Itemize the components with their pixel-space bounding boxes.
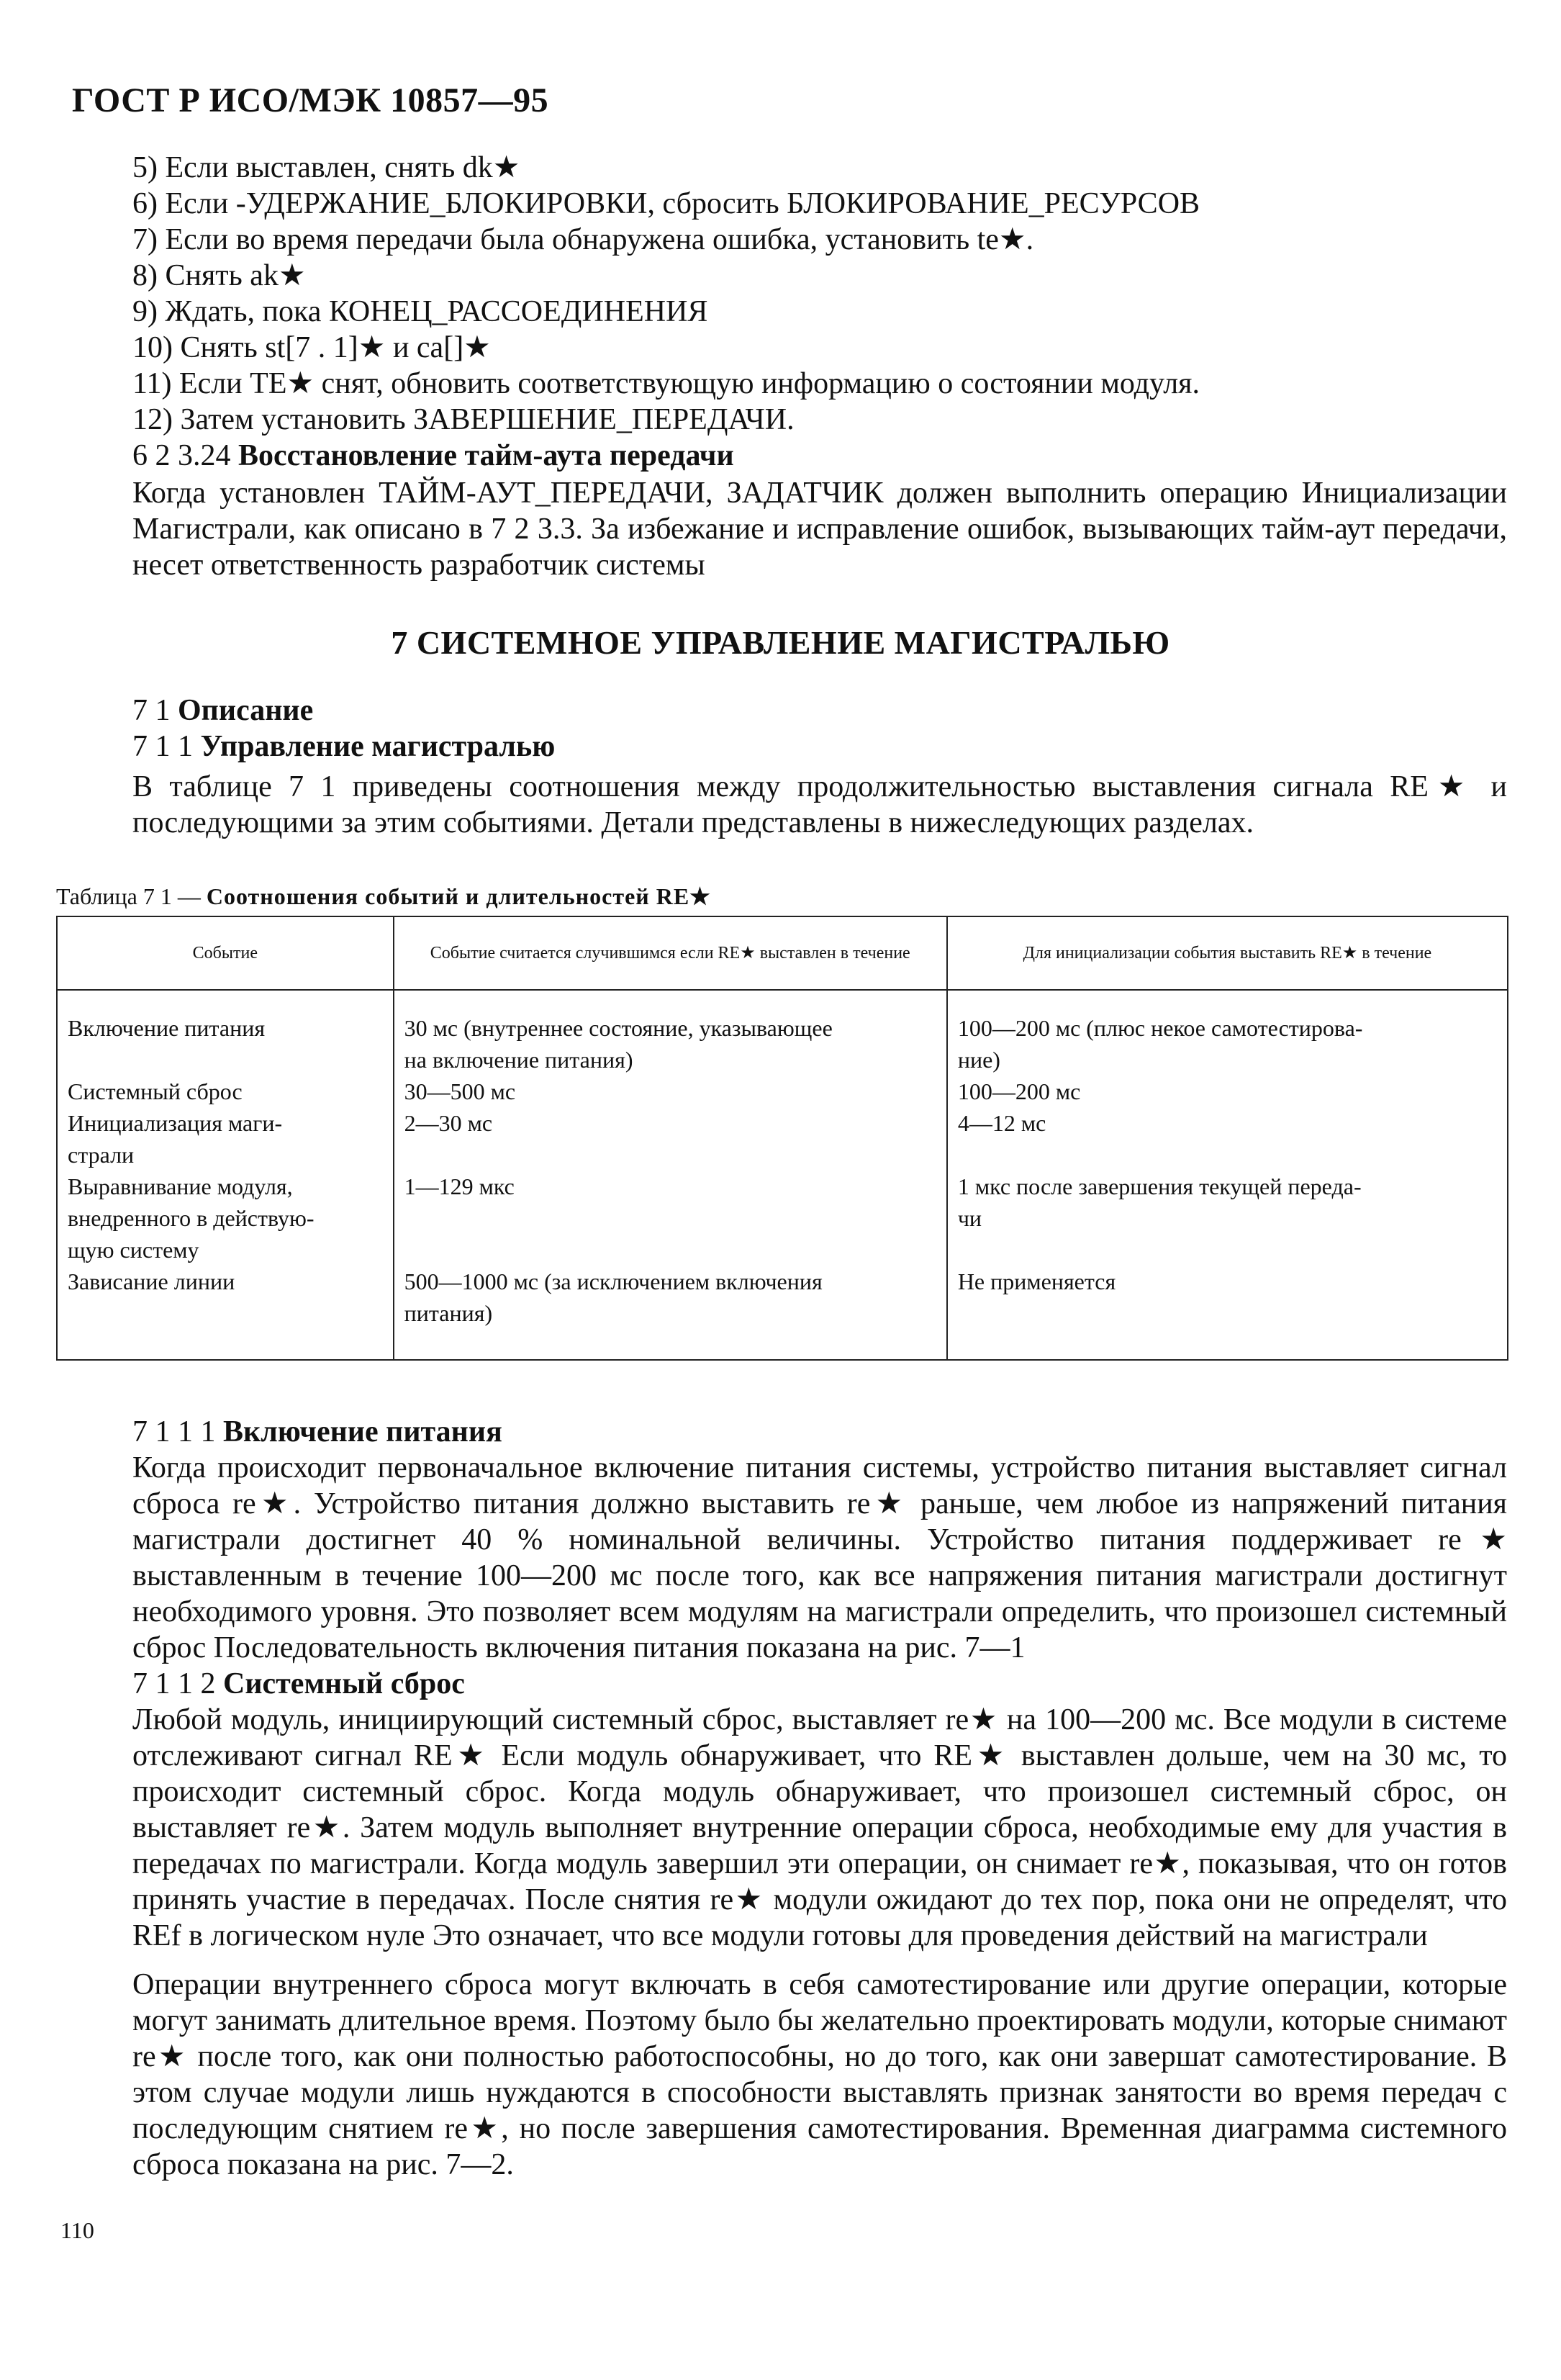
table-header-row — [57, 916, 1508, 990]
list-item: 9) Ждать, пока КОНЕЦ_РАССОЕДИНЕНИЯ — [132, 295, 708, 328]
paragraph-text: Когда установлен ТАЙМ-АУТ_ПЕРЕДАЧИ, ЗАДАТЧИК должен выполнить операцию Инициализации Магистрали, как описано в 7 2 3.3. За избежание и исправление ошибок, вызывающих тайм-аут передачи, несет ответственность разработчик системы — [132, 477, 1507, 582]
paragraph-6224 — [132, 475, 1507, 583]
section-7-headings — [132, 693, 1503, 765]
list-item: 10) Снять st[7 . 1]★ и ca[]★ — [132, 331, 491, 364]
cell-line: на включение питания) — [404, 1047, 633, 1073]
table-header-cell: Событие — [57, 916, 394, 990]
cell-line — [404, 1202, 936, 1234]
paragraph-7111 — [132, 1450, 1507, 1666]
cell-line: страли — [68, 1142, 135, 1168]
subsection-heading-711 — [132, 729, 1503, 765]
cell-line: Системный сброс — [68, 1078, 243, 1104]
list-item: 5) Если выставлен, снять dk★ — [132, 151, 520, 184]
subsection-heading-7112 — [132, 1666, 465, 1702]
subsection-number: 7 1 1 2 — [132, 1667, 216, 1700]
cell-line: 100—200 мс — [957, 1078, 1081, 1104]
cell-line: внедренного в действую- — [68, 1205, 315, 1231]
table-caption-title: Соотношения событий и длительностей RE★ — [206, 883, 711, 909]
subsection-title: Описание — [178, 694, 314, 727]
cell-line: ние) — [957, 1047, 1000, 1073]
cell-line: Выравнивание модуля, — [68, 1173, 293, 1199]
cell-line: 2—30 мс — [404, 1110, 493, 1136]
subsection-number: 7 1 1 1 — [132, 1415, 216, 1448]
subsection-number: 7 1 1 — [132, 730, 193, 763]
cell-line: 4—12 мс — [957, 1110, 1046, 1136]
list-item: 12) Затем установить ЗАВЕРШЕНИЕ_ПЕРЕДАЧИ. — [132, 403, 795, 436]
cell-line: Не применяется — [957, 1268, 1116, 1294]
table-header-cell: Событие считается случившимся если RE★ выставлен в течение — [394, 916, 947, 990]
table-caption-prefix: Таблица 7 1 — — [56, 883, 201, 909]
page-number: 110 — [60, 2217, 94, 2243]
steps-list — [132, 150, 1503, 474]
subsection-heading-7111 — [132, 1414, 502, 1450]
cell-line: 30 мс (внутреннее состояние, указывающее — [404, 1015, 833, 1041]
table-cell-duration — [394, 990, 947, 1360]
cell-line — [404, 1234, 936, 1266]
list-item: 7) Если во время передачи была обнаружена ошибка, установить te★. — [132, 223, 1034, 256]
paragraph-text: В таблице 7 1 приведены соотношения между продолжительностью выставления сигнала RE★ и последующими за этим событиями. Детали представлены в нижеследующих разделах. — [132, 770, 1507, 839]
cell-line — [958, 1139, 1497, 1171]
paragraph-711 — [132, 769, 1507, 841]
cell-line: Инициализация маги- — [68, 1110, 283, 1136]
table-cell-event — [57, 990, 394, 1360]
table-caption — [56, 883, 711, 910]
table-header-cell: Для инициализации события выставить RE★ в течение — [947, 916, 1508, 990]
subsection-heading-6224 — [132, 438, 1503, 474]
list-item: 11) Если TE★ снят, обновить соответствующую информацию о состоянии модуля. — [132, 367, 1200, 400]
list-item: 8) Снять ak★ — [132, 259, 306, 292]
cell-line: Зависание линии — [68, 1268, 235, 1294]
subsection-heading-71 — [132, 693, 1503, 729]
cell-line — [958, 1234, 1497, 1266]
cell-line: 500—1000 мс (за исключением включения — [404, 1268, 823, 1294]
subsection-title: Управление магистралью — [200, 730, 556, 763]
paragraph-text: Когда происходит первоначальное включение питания системы, устройство питания выставляет сигнал сброса re★. Устройство питания должно выставить re★ раньше, чем любое из напряжений питания магистрали достигнет 40 % номинальной величины. Устройство питания поддерживает re★ выставленным в течение 100—200 мс после того, как все напряжения питания магистрали достигнут необходимого уровня. Это позволяет всем модулям на магистрали определить, что произошел системный сброс Последовательность включения питания показана на рис. 7—1 — [132, 1451, 1507, 1664]
cell-line — [404, 1139, 936, 1171]
cell-line: 30—500 мс — [404, 1078, 516, 1104]
cell-line — [68, 1044, 383, 1076]
table-cell-init — [947, 990, 1508, 1360]
cell-line: чи — [957, 1205, 982, 1231]
cell-line: питания) — [404, 1300, 493, 1326]
section-title: 7 СИСТЕМНОЕ УПРАВЛЕНИЕ МАГИСТРАЛЬЮ — [391, 624, 1170, 661]
paragraph-7112 — [132, 1702, 1507, 1954]
events-table — [56, 916, 1508, 1361]
document-header: ГОСТ Р ИСО/МЭК 10857—95 — [72, 81, 549, 120]
cell-line: Включение питания — [68, 1015, 266, 1041]
list-item: 6) Если -УДЕРЖАНИЕ_БЛОКИРОВКИ, сбросить БЛОКИРОВАНИЕ_РЕСУРСОВ — [132, 187, 1200, 220]
subsection-title: Восстановление тайм-аута передачи — [238, 439, 734, 472]
subsection-title: Включение питания — [223, 1415, 502, 1448]
table-row — [57, 990, 1508, 1360]
subsection-title: Системный сброс — [223, 1667, 465, 1700]
cell-line: щую систему — [68, 1237, 199, 1263]
cell-line: 100—200 мс (плюс некое самотестирова- — [957, 1015, 1363, 1041]
subsection-number: 6 2 3.24 — [132, 439, 231, 472]
paragraph-7112-continued — [132, 1967, 1507, 2183]
cell-line: 1—129 мкс — [404, 1173, 515, 1199]
subsection-number: 7 1 — [132, 694, 171, 727]
paragraph-text: Любой модуль, инициирующий системный сброс, выставляет re★ на 100—200 мс. Все модули в системе отслеживают сигнал RE★ Если модуль обнаруживает, что RE★ выставлен дольше, чем на 30 мс, то происходит системный сброс. Когда модуль обнаруживает, что произошел системный сброс, он выставляет re★. Затем модуль выполняет внутренние операции сброса, необходимые ему для участия в передачах по магистрали. Когда модуль завершил эти операции, он снимает re★, показывая, что он готов принять участие в передачах. После снятия re★ модули ожидают до тех пор, пока они не определят, что REf в логическом нуле Это означает, что все модули готовы для проведения действий на магистрали — [132, 1703, 1507, 1952]
cell-line: 1 мкс после завершения текущей переда- — [957, 1173, 1362, 1199]
paragraph-text: Операции внутреннего сброса могут включать в себя самотестирование или другие операции, которые могут занимать длительное время. Поэтому было бы желательно проектировать модули, которые снимают re★ после того, как они полностью работоспособны, но до того, как они завершат самотестирование. В этом случае модули лишь нуждаются в способности выставлять признак занятости во время передач с последующим снятием re★, но после завершения самотестирования. Временная диаграмма системного сброса показана на рис. 7—2. — [132, 1968, 1507, 2181]
